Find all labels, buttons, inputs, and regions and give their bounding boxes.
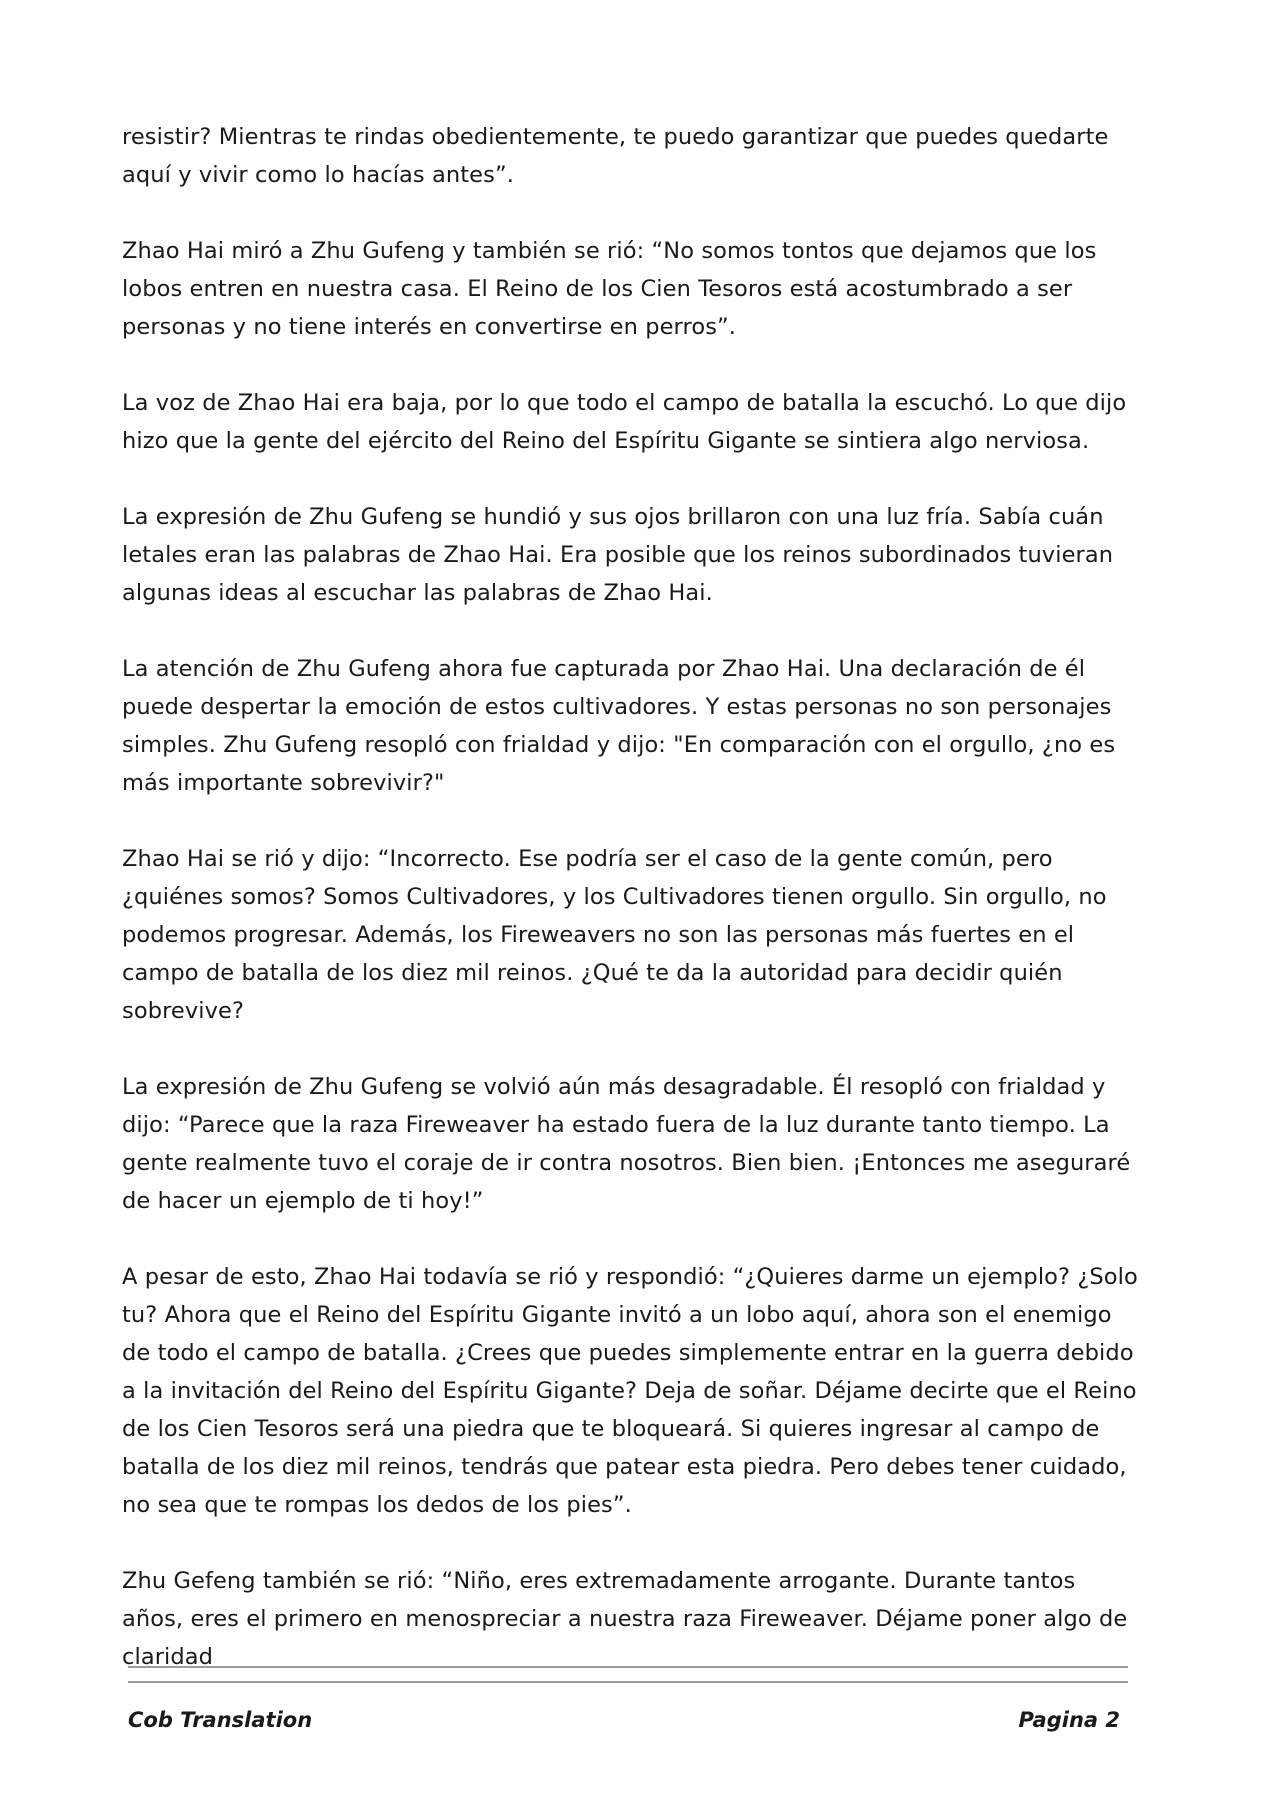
footer-divider [128, 1666, 1128, 1668]
paragraph: La atención de Zhu Gufeng ahora fue capturada por Zhao Hai. Una declaración de él puede despertar la emoción de estos cultivadores. Y estas personas no son personajes simples. Zhu Gufeng resopló con frialdad y dijo: "En comparación con el orgullo, ¿no es más importante sobrevivir?" [122, 656, 1116, 796]
paragraph: Zhao Hai se rió y dijo: “Incorrecto. Ese podría ser el caso de la gente común, pero ¿quiénes somos? Somos Cultivadores, y los Cultivadores tienen orgullo. Sin orgullo, no podemos progresar. Además, los Fireweavers no son las personas más fuertes en el campo de batalla de los diez mil reinos. ¿Qué te da la autoridad para decidir quién sobrevive? [122, 846, 1107, 1024]
paragraph: La expresión de Zhu Gufeng se hundió y sus ojos brillaron con una luz fría. Sabía cuán letales eran las palabras de Zhao Hai. Era posible que los reinos subordinados tuvieran algunas ideas al escuchar las palabras de Zhao Hai. [122, 504, 1114, 606]
paragraph: Zhu Gefeng también se rió: “Niño, eres extremadamente arrogante. Durante tantos años, eres el primero en menospreciar a nuestra raza Fireweaver. Déjame poner algo de claridad [122, 1568, 1128, 1670]
footer-page-number: Pagina 2 [1018, 1708, 1120, 1732]
paragraph: A pesar de esto, Zhao Hai todavía se rió y respondió: “¿Quieres darme un ejemplo? ¿Solo tu? Ahora que el Reino del Espíritu Gigante invitó a un lobo aquí, ahora son el enemigo de todo el campo de batalla. ¿Crees que puedes simplemente entrar en la guerra debido a la invitación del Reino del Espíritu Gigante? Deja de soñar. Déjame decirte que el Reino de los Cien Tesoros será una piedra que te bloqueará. Si quieres ingresar al campo de batalla de los diez mil reinos, tendrás que patear esta piedra. Pero debes tener cuidado, no sea que te rompas los dedos de los pies”. [122, 1264, 1138, 1518]
paragraph: La voz de Zhao Hai era baja, por lo que todo el campo de batalla la escuchó. Lo que dijo hizo que la gente del ejército del Reino del Espíritu Gigante se sintiera algo nerviosa. [122, 390, 1127, 454]
body-text [122, 118, 1142, 1714]
paragraph: La expresión de Zhu Gufeng se volvió aún más desagradable. Él resopló con frialdad y dijo: “Parece que la raza Fireweaver ha estado fuera de la luz durante tanto tiempo. La gente realmente tuvo el coraje de ir contra nosotros. Bien bien. ¡Entonces me aseguraré de hacer un ejemplo de ti hoy!” [122, 1074, 1131, 1214]
paragraph: Zhao Hai miró a Zhu Gufeng y también se rió: “No somos tontos que dejamos que los lobos entren en nuestra casa. El Reino de los Cien Tesoros está acostumbrado a ser personas y no tiene interés en convertirse en perros”. [122, 238, 1097, 340]
paragraph: resistir? Mientras te rindas obedientemente, te puedo garantizar que puedes quedarte aquí y vivir como lo hacías antes”. [122, 124, 1109, 188]
footer-divider [128, 1681, 1128, 1683]
footer-translator-credit: Cob Translation [128, 1708, 313, 1732]
